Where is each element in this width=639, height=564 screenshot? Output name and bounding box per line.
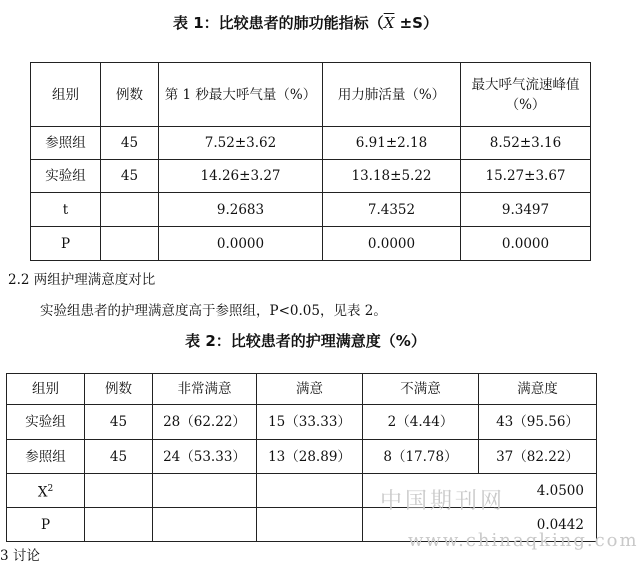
table-cell: 45 — [101, 160, 159, 193]
table-cell: 15.27±3.67 — [461, 160, 591, 193]
header-cell: 例数 — [101, 63, 159, 127]
table-row — [7, 405, 597, 440]
table-cell: 8.52±3.16 — [461, 127, 591, 160]
table-cell: 13（28.89） — [257, 440, 363, 474]
watermark-cn: 中国期刊网 — [380, 489, 506, 514]
table-cell — [257, 474, 363, 508]
p-value: 0.0442 — [363, 508, 597, 542]
table-cell: 7.52±3.62 — [159, 127, 323, 160]
table-cell: 15（33.33） — [257, 405, 363, 440]
p-label-cell: P — [7, 508, 85, 542]
table-row — [31, 160, 591, 193]
table-cell — [101, 193, 159, 227]
table-cell: 43（95.56） — [479, 405, 597, 440]
table-cell: t — [31, 193, 101, 227]
table-cell: 实验组 — [7, 405, 85, 440]
table-cell: 0.0000 — [323, 227, 461, 261]
table-cell: 45 — [101, 127, 159, 160]
table1-caption-prefix: 表 1：比较患者的肺功能指标（ — [173, 14, 384, 32]
table-cell: 45 — [85, 440, 153, 474]
section-heading: 2.2 两组护理满意度对比 — [8, 272, 156, 288]
table-cell — [85, 508, 153, 542]
table-row — [7, 440, 597, 474]
table-cell: 9.2683 — [159, 193, 323, 227]
table1-caption-mean-symbol: $\overline{X}$ — [383, 14, 395, 32]
table-cell — [101, 227, 159, 261]
table-cell: 2（4.44） — [363, 405, 479, 440]
header-cell: 非常满意 — [153, 374, 257, 405]
header-cell: 例数 — [85, 374, 153, 405]
table-cell: 14.26±3.27 — [159, 160, 323, 193]
table-cell: P — [31, 227, 101, 261]
chi-label: X — [37, 484, 48, 501]
table-cell: 45 — [85, 405, 153, 440]
table-row — [31, 227, 591, 261]
section-body-text: 实验组患者的护理满意度高于参照组，P<0.05，见表 2。 — [40, 303, 387, 319]
table-row — [7, 474, 597, 508]
chi-square-label-cell — [7, 474, 85, 508]
table-header-row — [7, 374, 597, 405]
header-cell: 组别 — [31, 63, 101, 127]
header-cell: 用力肺活量（%） — [323, 63, 461, 127]
table2-caption: 表 2：比较患者的护理满意度（%） — [185, 332, 426, 350]
table-row — [31, 193, 591, 227]
header-cell: 满意 — [257, 374, 363, 405]
table-cell: 9.3497 — [461, 193, 591, 227]
chi-square-value: 4.0500 — [363, 474, 597, 508]
table-header-row — [31, 63, 591, 127]
chi-superscript: 2 — [47, 483, 54, 494]
table-cell — [153, 474, 257, 508]
table-cell: 0.0000 — [461, 227, 591, 261]
table-cell — [257, 508, 363, 542]
table1-caption — [0, 12, 611, 33]
header-cell: 满意度 — [479, 374, 597, 405]
header-cell: 不满意 — [363, 374, 479, 405]
table-cell — [85, 474, 153, 508]
header-cell: 组别 — [7, 374, 85, 405]
table1-caption-suffix: ±S） — [394, 14, 438, 32]
table-cell: 6.91±2.18 — [323, 127, 461, 160]
table-cell — [153, 508, 257, 542]
table-cell: 7.4352 — [323, 193, 461, 227]
header-cell: 最大呼气流速峰值（%） — [461, 63, 591, 127]
table-row — [31, 127, 591, 160]
lung-function-table — [30, 62, 591, 261]
table-cell: 13.18±5.22 — [323, 160, 461, 193]
header-cell: 第 1 秒最大呼气量（%） — [159, 63, 323, 127]
satisfaction-table — [6, 373, 597, 542]
table-cell: 24（53.33） — [153, 440, 257, 474]
table-cell: 参照组 — [7, 440, 85, 474]
table-cell: 0.0000 — [159, 227, 323, 261]
table-cell: 参照组 — [31, 127, 101, 160]
table-cell: 37（82.22） — [479, 440, 597, 474]
section-3-heading: 3 讨论 — [0, 548, 40, 564]
table-cell: 实验组 — [31, 160, 101, 193]
table-cell: 28（62.22） — [153, 405, 257, 440]
watermark-en: www.chinaqking.com — [408, 530, 639, 551]
table-cell: 8（17.78） — [363, 440, 479, 474]
